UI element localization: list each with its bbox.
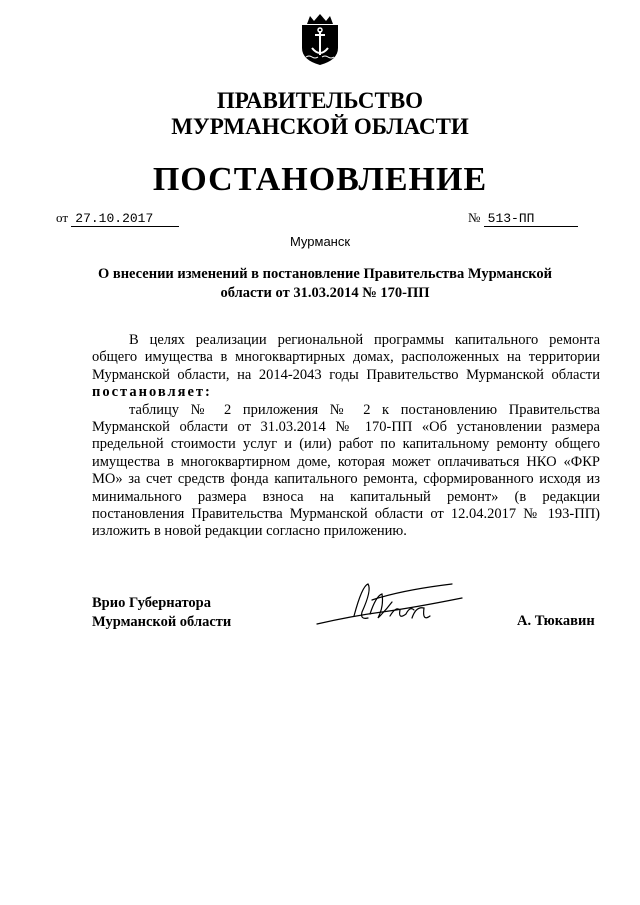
body-paragraph-2: таблицу № 2 приложения № 2 к постановлению Правительства Мурманской области от 31.03.2014 № 170-ПП «Об установлении размера предельной стоимости услуг и (или) работ по капитальному ремонту общего имущества в многоквартирном доме, которая может оплачиваться НКО «ФКР МО» за счет средств фонда капитального ремонта, сформированного исходя из минимального размера взноса на капитальный ремонт» (в редакции постановления Правительства Мурманской области от 12.04.2017 № 193-ПП) изложить в новой редакции согласно приложению.	[92, 401, 600, 540]
subject-line1: О внесении изменений в постановление Правительства Мурманской	[97, 266, 553, 282]
document-subject	[90, 265, 560, 303]
government-title-line1: ПРАВИТЕЛЬСТВО	[216, 88, 424, 113]
body-paragraph-1-text: В целях реализации региональной программы капитального ремонта общего имущества в многоквартирных домах, расположенных на территории Мурманской области, на 2014-2043 годы Правительство Мурманской области	[92, 332, 600, 383]
document-body	[92, 332, 600, 541]
signatory-name: А. Тюкавин	[517, 613, 595, 629]
body-paragraph-1	[92, 332, 600, 402]
signatory-title-line1: Врио Губернатора	[92, 595, 211, 611]
murmansk-coat-of-arms-icon	[299, 14, 341, 66]
date-label: от	[56, 210, 69, 225]
subject-line2: области от 31.03.2014 № 170-ПП	[220, 285, 430, 301]
government-title-line2: МУРМАНСКОЙ ОБЛАСТИ	[171, 114, 469, 139]
signatory-title	[92, 594, 231, 632]
number-field	[468, 210, 578, 227]
city-name: Мурманск	[289, 234, 351, 249]
document-type-title: ПОСТАНОВЛЕНИЕ	[152, 161, 488, 198]
decree-keyword: постановляет:	[92, 384, 212, 401]
number-label: №	[468, 210, 481, 225]
signatory-title-line2: Мурманской области	[92, 614, 232, 630]
number-value: 513-ПП	[484, 211, 578, 227]
date-value: 27.10.2017	[71, 211, 179, 227]
handwritten-signature	[312, 576, 472, 636]
date-field	[56, 210, 179, 227]
